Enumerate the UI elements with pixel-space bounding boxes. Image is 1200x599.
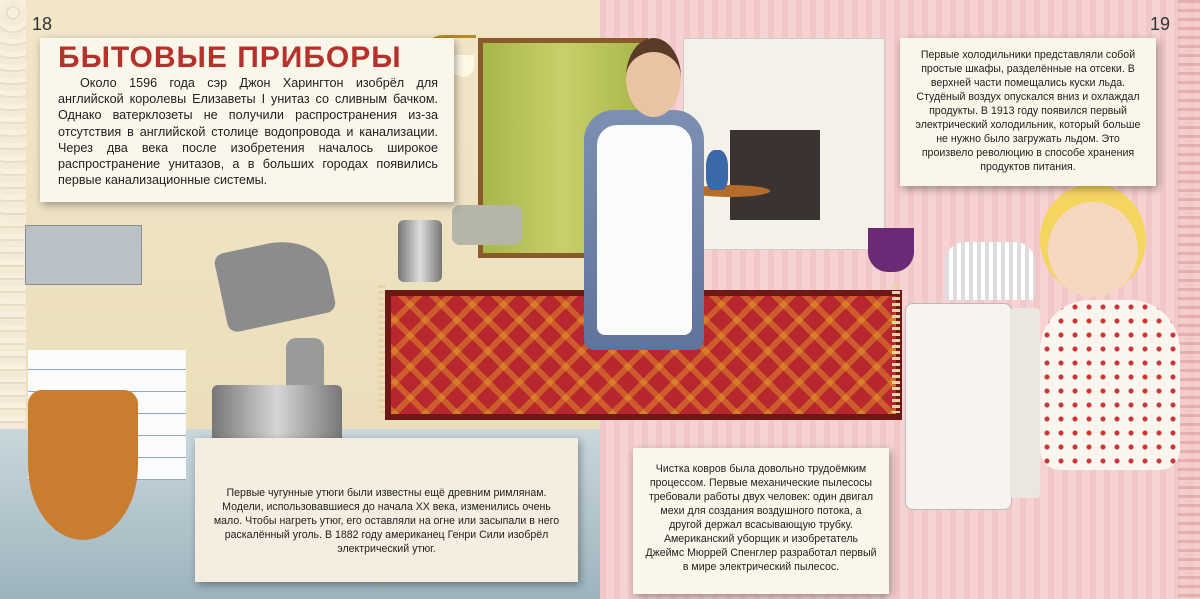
intro-text: Около 1596 года сэр Джон Харингтон изобрёл для английской королевы Елизаветы I унитаз со сливным бачком. Однако ватерклозеты не получили распространения из-за отсутствия в английской столице водопровода и канализации. Через два века после изобретения началось широкое распространение унитазов, а в больших городах появились первые канализационные системы. — [58, 76, 438, 188]
girl-dress-illustration — [1040, 300, 1180, 470]
toilet-tank-illustration — [25, 225, 142, 285]
page-number-left: 18 — [32, 14, 53, 34]
fireplace-opening-illustration — [730, 130, 820, 220]
vacuum-canister-illustration — [398, 220, 442, 282]
rug-fringe-right — [892, 285, 900, 413]
right-border-stripe — [1178, 0, 1200, 599]
fridge-card — [900, 38, 1156, 186]
page-title: БЫТОВЫЕ ПРИБОРЫ — [58, 41, 402, 74]
page-number-right: 19 — [1150, 14, 1171, 34]
irons-caption: Первые чугунные утюги были известны ещё древним римлянам. Модели, использовавшиеся до начала XX века, изменились очень мало. Чтобы нагреть утюг, его оставляли на огне или засыпали в него раскалённый уголь. В 1882 году американец Генри Сили изобрёл электрический утюг. — [213, 487, 560, 555]
irons-card — [195, 438, 578, 582]
vacuum-caption: Чистка ковров была довольно трудоёмким процессом. Первые механические пылесосы требовали работы двух человек: один двигал мехи для создания воздушного потока, а другой держал всасывающую трубку. Американский уборщик и изобретатель Джеймс Мюррей Спенглер разработал первый в мире электрический пылесос. — [645, 463, 877, 573]
vacuum-card — [633, 448, 889, 594]
fridge-coil-illustration — [945, 242, 1035, 300]
vacuum-bellows-illustration — [452, 205, 522, 245]
iron-stand-illustration — [213, 232, 337, 333]
refrigerator-illustration — [905, 303, 1012, 510]
girl-head-illustration — [1048, 202, 1138, 297]
intro-card — [40, 38, 454, 202]
maid-head-illustration — [626, 38, 681, 117]
refrigerator-door-illustration — [1010, 308, 1040, 498]
wooden-toilet-illustration — [28, 390, 138, 540]
coal-bucket-illustration — [868, 228, 914, 272]
vase-illustration — [706, 150, 728, 190]
maid-apron-illustration — [597, 125, 692, 335]
fridge-caption: Первые холодильники представляли собой простые шкафы, разделённые на отсеки. В верхней части помещались куски льда. Студёный воздух опускался вниз и охлаждал продукты. В 1913 году появился первый электрический холодильник, который больше не нужно было загружать льдом. Это произвело революцию в способе хранения продуктов питания. — [915, 49, 1141, 173]
lamp-shade-illustration — [452, 55, 474, 77]
